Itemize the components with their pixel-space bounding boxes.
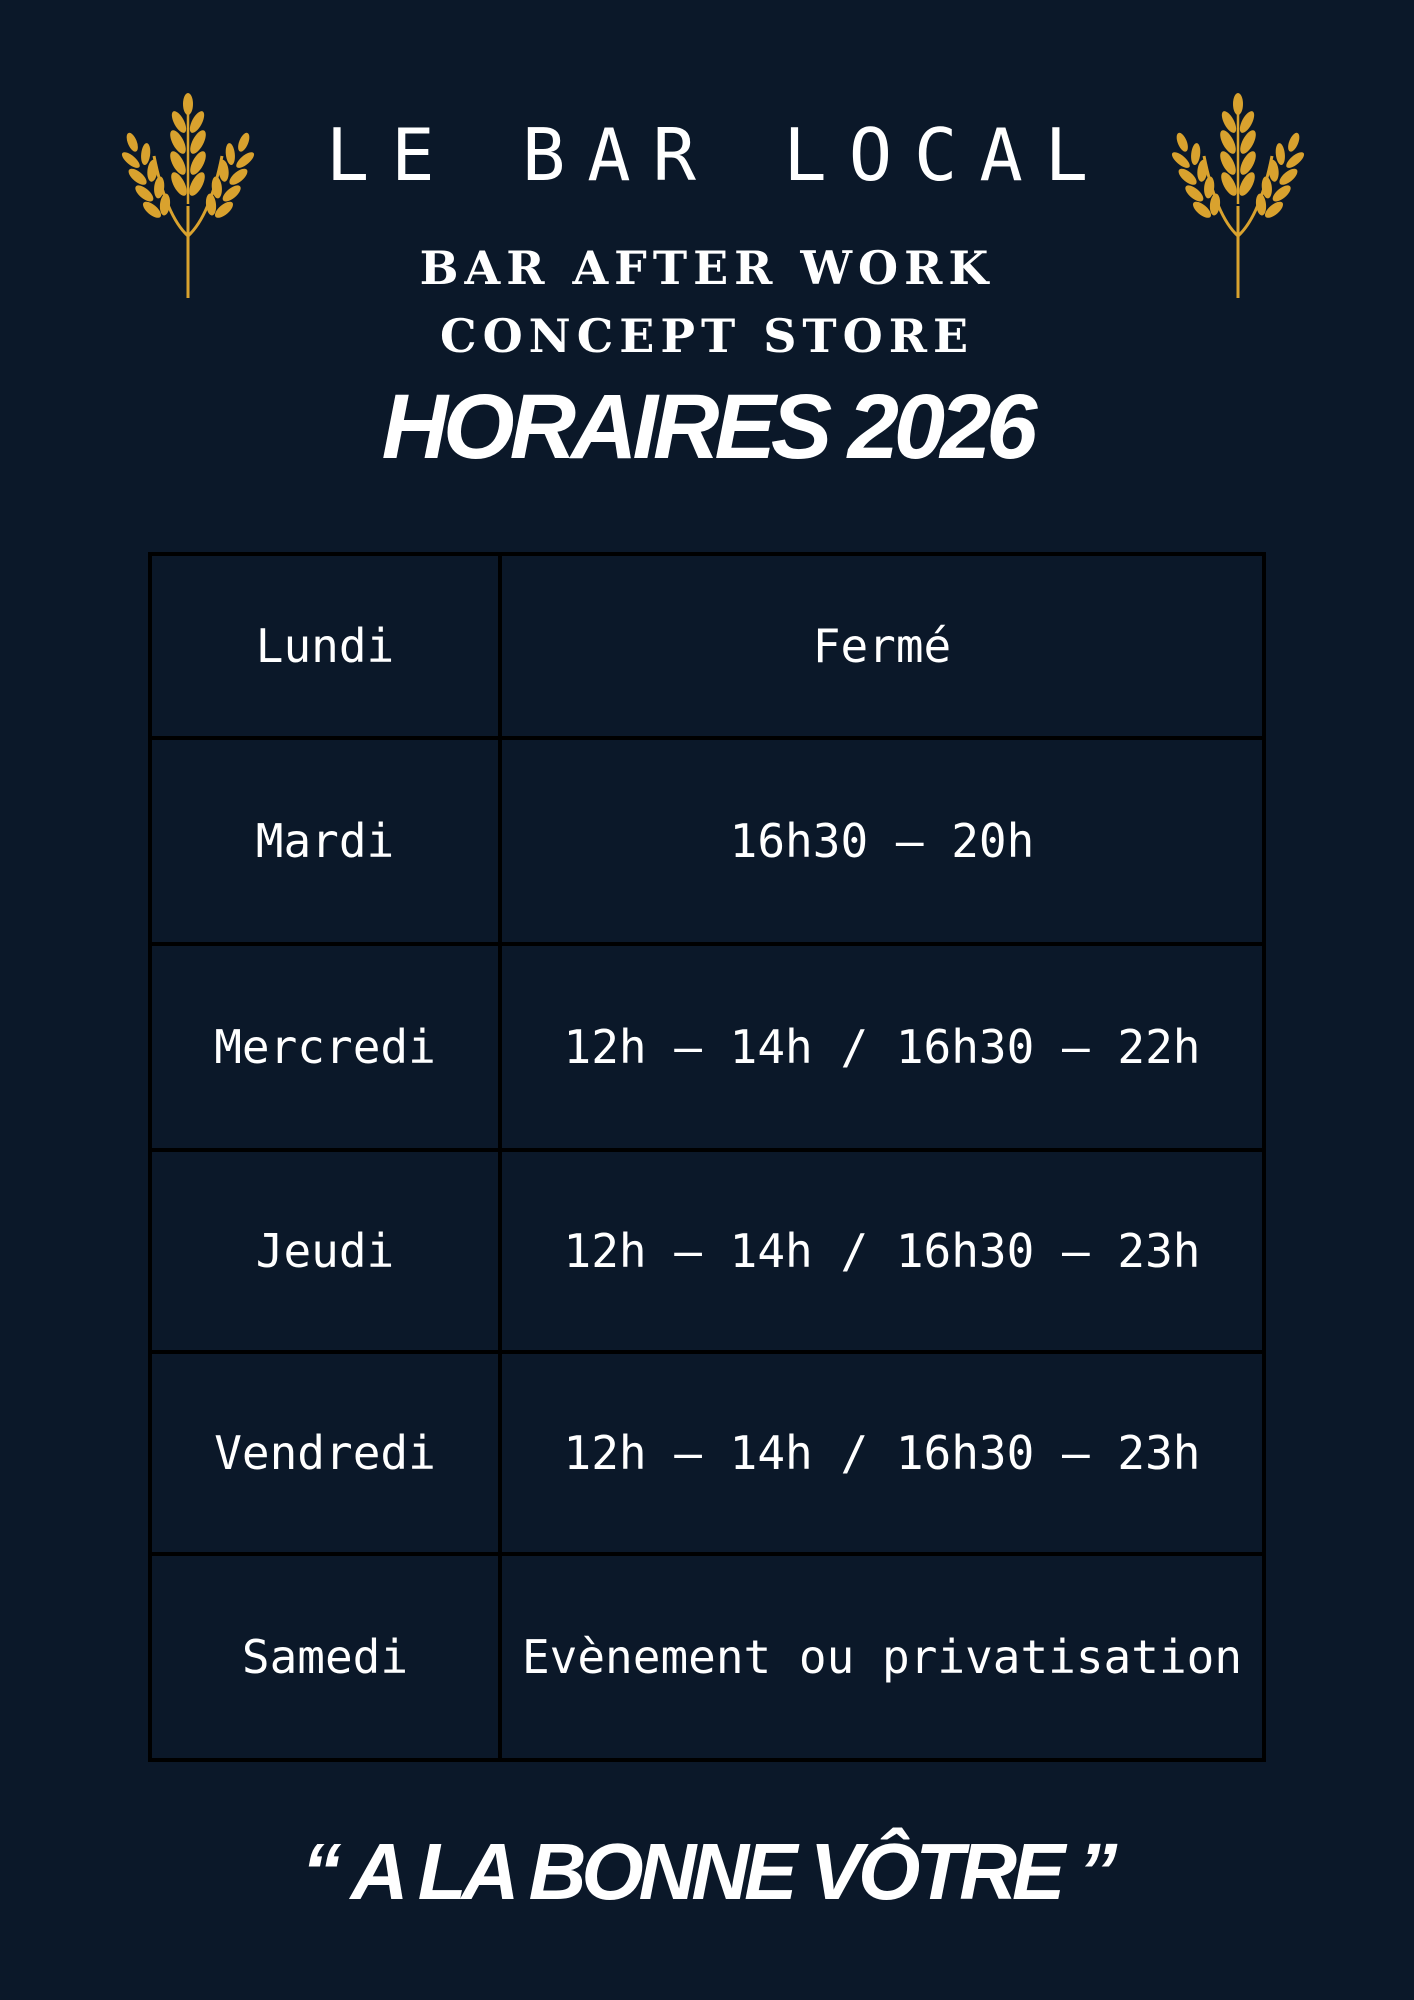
table-row [150, 1352, 1264, 1554]
day-cell: Samedi [150, 1554, 500, 1760]
hours-cell: 12h – 14h / 16h30 – 23h [500, 1150, 1264, 1352]
subtitle-line-2: CONCEPT STORE [439, 309, 975, 363]
table-row [150, 738, 1264, 944]
day-cell: Mercredi [150, 944, 500, 1150]
day-cell: Mardi [150, 738, 500, 944]
day-cell: Lundi [150, 554, 500, 738]
schedule-title: HORAIRES 2026 [381, 376, 1033, 478]
day-cell: Jeudi [150, 1150, 500, 1352]
hours-cell: 12h – 14h / 16h30 – 22h [500, 944, 1264, 1150]
motto: “ A LA BONNE VÔTRE ” [301, 1827, 1113, 1916]
bar-name: LE BAR LOCAL [325, 113, 1111, 197]
day-cell: Vendredi [150, 1352, 500, 1554]
table-row [150, 1150, 1264, 1352]
opening-hours-table [148, 552, 1266, 1762]
hours-cell: Fermé [500, 554, 1264, 738]
hours-cell: 16h30 – 20h [500, 738, 1264, 944]
hours-cell: 12h – 14h / 16h30 – 23h [500, 1352, 1264, 1554]
table-row [150, 1554, 1264, 1760]
table-row [150, 944, 1264, 1150]
hours-cell: Evènement ou privatisation [500, 1554, 1264, 1760]
table-row [150, 554, 1264, 738]
subtitle-line-1: BAR AFTER WORK [419, 241, 995, 295]
